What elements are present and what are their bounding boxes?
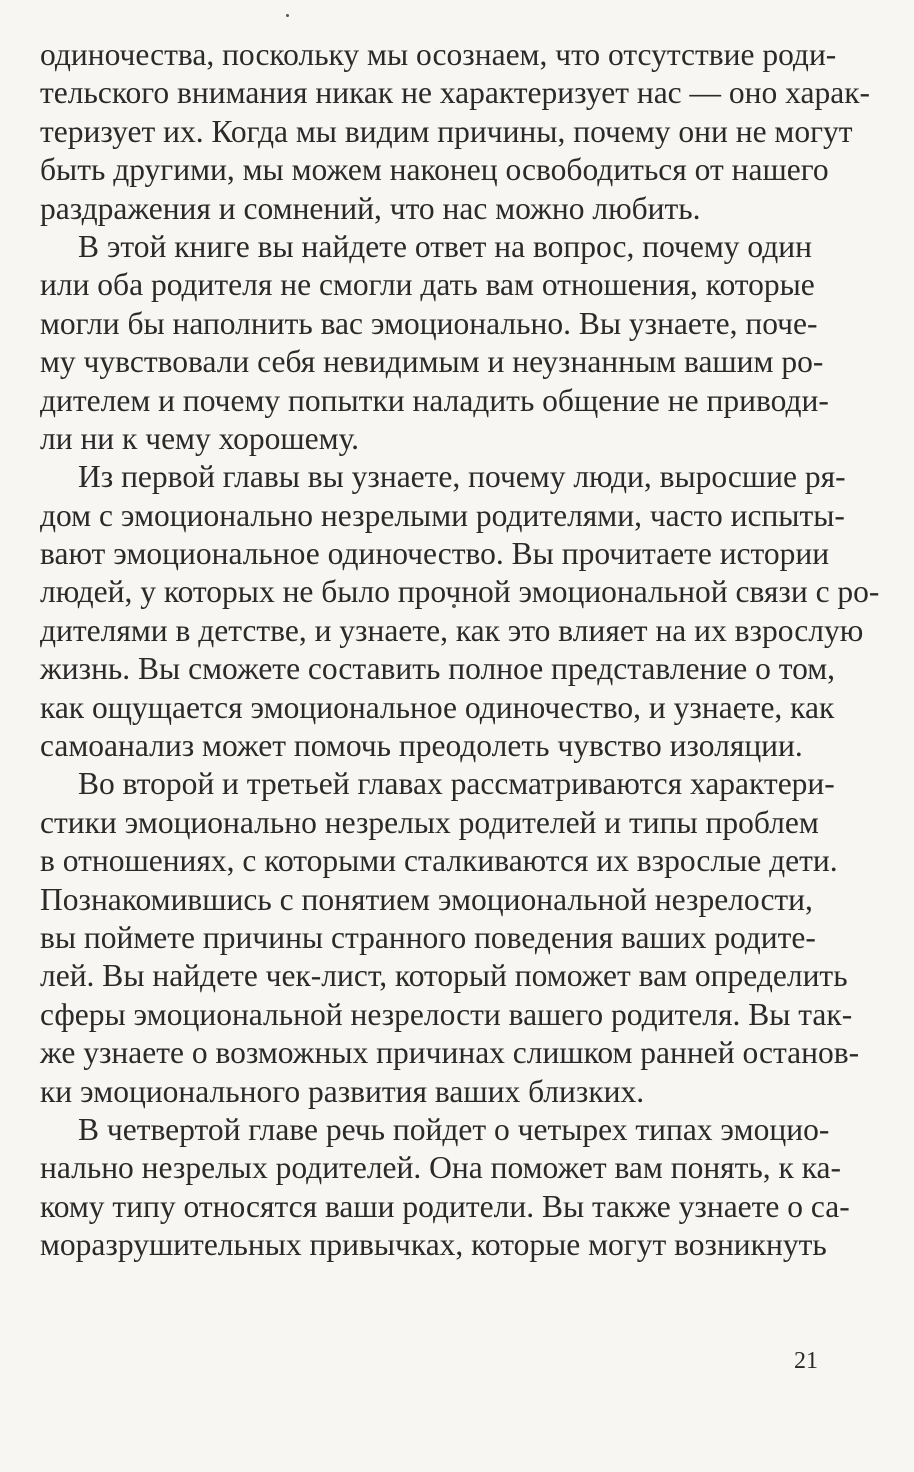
text-line: раздражения и сомнений, что нас можно любить. (40, 190, 701, 226)
text-line: людей, у которых не было прочной эмоциональной связи с ро- (40, 574, 880, 610)
text-line: Познакомившись с понятием эмоциональной незрелости, (40, 881, 813, 917)
text-line: в отношениях, с которыми сталкиваются их взрослые дети. (40, 843, 838, 879)
text-line: вают эмоциональное одиночество. Вы прочитаете истории (40, 536, 830, 572)
text-line: быть другими, мы можем наконец освободиться от нашего (40, 152, 829, 188)
page-number: 21 (794, 1348, 818, 1374)
print-speck (286, 14, 289, 17)
text-line: моразрушительных привычках, которые могут возникнуть (40, 1227, 827, 1263)
text-line: вы поймете причины странного поведения ваших родите- (40, 919, 816, 955)
text-line: Из первой главы вы узнаете, почему люди, выросшие ря- (78, 459, 846, 495)
text-line: Во второй и третьей главах рассматриваются характери- (78, 766, 835, 802)
text-line: В четвертой главе речь пойдет о четырех типах эмоцио- (78, 1111, 830, 1147)
text-line: кому типу относятся ваши родители. Вы также узнаете о са- (40, 1188, 850, 1224)
text-line: му чувствовали себя невидимым и неузнанным вашим ро- (40, 344, 824, 380)
text-line: нально незрелых родителей. Она поможет вам понять, к ка- (40, 1150, 842, 1186)
text-line: сферы эмоциональной незрелости вашего родителя. Вы так- (40, 996, 853, 1032)
text-line: ли ни к чему хорошему. (40, 420, 360, 456)
text-line: ки эмоционального развития ваших близких. (40, 1073, 645, 1109)
text-line: самоанализ может помочь преодолеть чувство изоляции. (40, 728, 803, 764)
text-line: могли бы наполнить вас эмоционально. Вы узнаете, поче- (40, 305, 818, 341)
text-line: дом с эмоционально незрелыми родителями, часто испыты- (40, 497, 845, 533)
text-line: лей. Вы найдете чек-лист, который поможет вам определить (40, 958, 848, 994)
text-line: теризует их. Когда мы видим причины, почему они не могут (40, 113, 853, 149)
body-text (40, 36, 880, 1265)
text-line: тельского внимания никак не характеризует нас — оно харак- (40, 75, 870, 111)
text-line: как ощущается эмоциональное одиночество, и узнаете, как (40, 689, 835, 725)
text-line: же узнаете о возможных причинах слишком ранней останов- (40, 1035, 860, 1071)
text-line: жизнь. Вы сможете составить полное представление о том, (40, 651, 836, 687)
text-line: стики эмоционально незрелых родителей и типы проблем (40, 804, 819, 840)
text-line: дителем и почему попытки наладить общение не приводи- (40, 382, 829, 418)
text-line: одиночества, поскольку мы осознаем, что отсутствие роди- (40, 37, 837, 72)
text-line: или оба родителя не смогли дать вам отношения, которые (40, 267, 815, 303)
text-line: дителями в детстве, и узнаете, как это влияет на их взрослую (40, 612, 864, 648)
text-line: В этой книге вы найдете ответ на вопрос, почему один (78, 228, 813, 264)
